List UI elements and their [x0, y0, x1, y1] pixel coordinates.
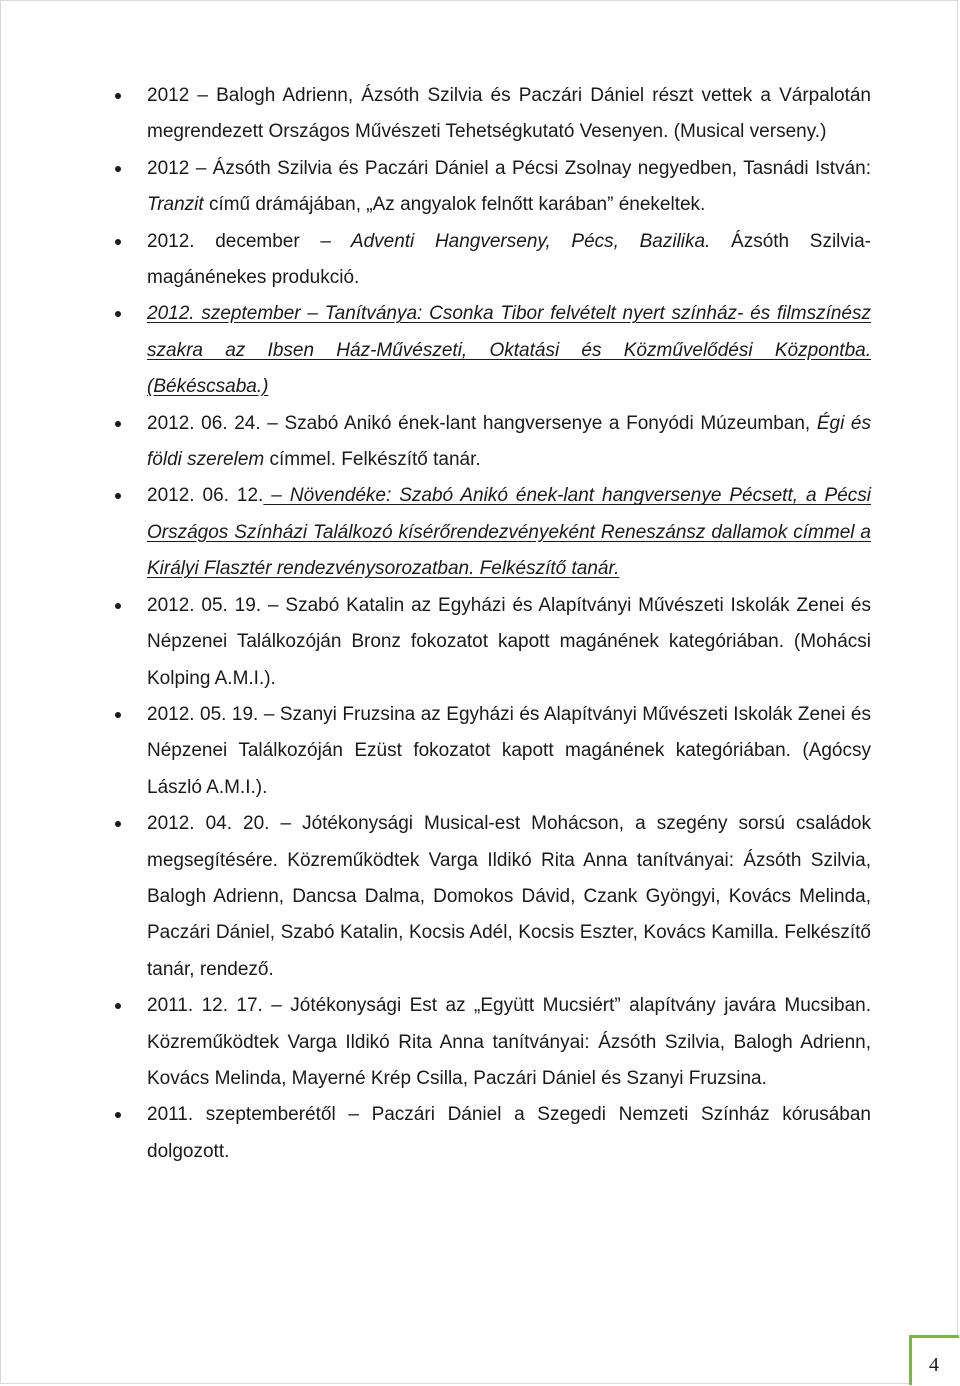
list-item — [147, 224, 871, 297]
list-item — [147, 988, 871, 1097]
bullet-icon — [115, 1003, 121, 1009]
bullet-icon — [115, 93, 121, 99]
bullet-icon — [115, 421, 121, 427]
item-text: Ázsóth Szilvia- magánénekes produkció. — [147, 230, 872, 289]
list-item — [147, 151, 871, 224]
list-item — [147, 296, 871, 405]
list-item — [147, 697, 871, 806]
bullet-icon — [115, 166, 121, 172]
item-text: – Szabó Anikó ének-lant hangversenye a Fonyódi Múzeumban, — [260, 412, 817, 434]
item-date: 2012. — [147, 230, 195, 252]
item-text: – Szabó Katalin az Egyházi és Alapítványi Művészeti Iskolák Zenei és Népzenei Találkozóján Bronz fokozatot kapott magánének kategóriában. (Mohácsi Kolping A.M.I.). — [147, 594, 872, 689]
item-date: 2012. — [147, 303, 195, 325]
bullet-icon — [115, 712, 121, 718]
item-date: 2011. — [147, 1104, 194, 1126]
page-number-box — [909, 1335, 959, 1385]
bullet-icon — [115, 239, 121, 245]
item-text: – Balogh Adrienn, Ázsóth Szilvia és Paczári Dániel részt vettek a Várpalotán megrendezett Országos Művészeti Tehetségkutató Vesenyen. (Musical verseny.) — [147, 85, 871, 143]
item-date: 2012 — [147, 85, 190, 106]
item-date: 2012 — [147, 157, 190, 179]
bullet-icon — [115, 603, 121, 609]
item-date: 2012. 05. 19. — [147, 703, 259, 725]
item-date: 2012. 06. 12. — [147, 485, 264, 507]
page-number: 4 — [929, 1354, 939, 1376]
item-date: 2012. 05. 19. — [147, 594, 262, 616]
bullet-icon — [115, 311, 121, 317]
item-title-italic: Tranzit — [147, 194, 204, 216]
list-item — [147, 806, 871, 988]
item-text: szeptemberétől – Paczári Dániel a Szegedi Nemzeti Színház kórusában dolgozott. — [147, 1104, 871, 1162]
item-text: – Jótékonysági Est az „Együtt Mucsiért” alapítvány javára Mucsiban. Közreműködtek Varga Ildikó Rita Anna tanítványai: Ázsóth Szilvia, Balogh Adrienn, Kovács Melinda, Mayerné Krép Csilla, Paczári Dániel és Szanyi Fruzsina. — [147, 995, 871, 1089]
list-item — [147, 1097, 871, 1170]
bullet-icon — [115, 821, 121, 827]
list-item — [147, 588, 871, 697]
bullet-icon — [115, 1112, 121, 1118]
achievement-list — [147, 78, 871, 1170]
item-text: címmel. Felkészítő tanár. — [264, 449, 481, 471]
item-title-italic: – Adventi Hangverseny, Pécs, Bazilika. — [320, 230, 711, 252]
item-text: december — [194, 230, 321, 252]
item-text: című drámájában, „Az angyalok felnőtt karában” énekeltek. — [203, 194, 706, 216]
list-item — [147, 406, 871, 479]
item-title-italic: Égi és földi szerelem — [147, 412, 871, 471]
item-text: – Növendéke: Szabó Anikó ének-lant hangversenye Pécsett, a Pécsi Országos Színházi Találkozó kísérőrendezvényeként Reneszánsz dallamok címmel a Királyi Flasztér rendezvénysorozatban. Felkészítő tanár. — [147, 485, 871, 580]
item-text: szeptember – Tanítványa: Csonka Tibor felvételt nyert színház- és filmszínész szakra az Ibsen Ház-Művészeti, Oktatási és Közművelődési Központba. (Békéscsaba.) — [147, 303, 871, 398]
item-text: – Jótékonysági Musical-est Mohácson, a szegény sorsú családok megsegítésére. Közreműködtek Varga Ildikó Rita Anna tanítványai: Ázsóth Szilvia, Balogh Adrienn, Dancsa Dalma, Domokos Dávid, Czank Gyöngyi, Kovács Melinda, Paczári Dániel, Szabó Katalin, Kocsis Adél, Kocsis Eszter, Kovács Kamilla. Felkészítő tanár, rendező. — [147, 813, 872, 980]
list-item — [147, 478, 871, 587]
item-date: 2012. 06. 24. — [147, 412, 261, 434]
item-text: – Ázsóth Szilvia és Paczári Dániel a Pécsi Zsolnay negyedben, Tasnádi István: — [189, 157, 871, 179]
bullet-icon — [115, 493, 121, 499]
item-date: 2011. 12. 17. — [147, 995, 263, 1017]
item-text: – Szanyi Fruzsina az Egyházi és Alapítványi Művészeti Iskolák Zenei és Népzenei Találkozóján Ezüst fokozatot kapott magánének kategóriában. (Agócsy László A.M.I.). — [147, 703, 871, 798]
item-date: 2012. 04. 20. — [147, 813, 270, 835]
list-item — [147, 78, 871, 151]
